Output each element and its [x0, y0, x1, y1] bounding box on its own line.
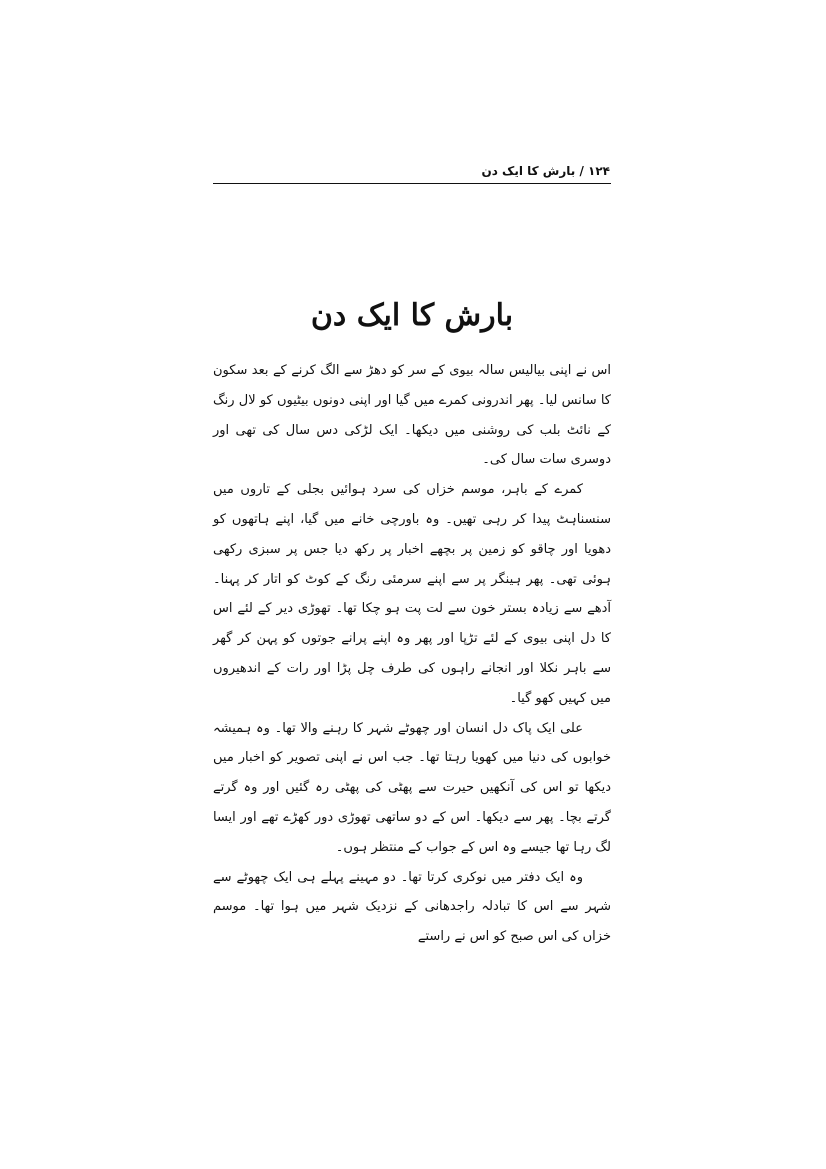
- header-rule: [213, 183, 611, 184]
- body-text: [213, 356, 611, 952]
- paragraph-2: کمرے کے باہر، موسم خزاں کی سرد ہوائیں بجلی کے تاروں میں سنسناہٹ پیدا کر رہی تھیں۔ وہ باورچی خانے میں گیا، اپنے ہاتھوں کو دھویا اور چاقو کو زمین پر بچھے اخبار پر رکھ دیا جس پر سبزی رکھی ہوئی تھی۔ پھر ہینگر پر سے اپنے سرمئی رنگ کے کوٹ کو اتار کر پہنا۔ آدھے سے زیادہ بستر خون سے لت پت ہو چکا تھا۔ تھوڑی دیر کے لئے اس کا دل اپنی بیوی کے لئے تڑپا اور پھر وہ اپنے پرانے جوتوں کو پہن کر گھر سے باہر نکلا اور انجانے راہوں کی طرف چل پڑا اور رات کے اندھیروں میں کہیں کھو گیا۔: [213, 482, 611, 706]
- chapter-title: بارش کا ایک دن: [310, 298, 514, 333]
- running-head: ۱۲۴ / بارش کا ایک دن: [481, 164, 610, 178]
- paragraph-1: اس نے اپنی بیالیس سالہ بیوی کے سر کو دھڑ سے الگ کرنے کے بعد سکون کا سانس لیا۔ پھر اندرونی کمرے میں گیا اور اپنی دونوں بیٹیوں کو لال رنگ کے نائٹ بلب کی روشنی میں دیکھا۔ ایک لڑکی دس سال کی تھی اور دوسری سات سال کی۔: [213, 363, 611, 468]
- paragraph-4: وہ ایک دفتر میں نوکری کرتا تھا۔ دو مہینے پہلے ہی ایک چھوٹے سے شہر سے اس کا تبادلہ راجدھانی کے نزدیک شہر میں ہوا تھا۔ موسم خزاں کی اس صبح کو اس نے راستے: [213, 869, 611, 945]
- paragraph-3: علی ایک پاک دل انسان اور چھوٹے شہر کا رہنے والا تھا۔ وہ ہمیشہ خوابوں کی دنیا میں کھویا رہتا تھا۔ جب اس نے اپنی تصویر کو اخبار میں دیکھا تو اس کی آنکھیں حیرت سے پھٹی کی پھٹی رہ گئیں اور وہ گرتے گرتے بچا۔ پھر سے دیکھا۔ اس کے دو ساتھی تھوڑی دور کھڑے تھے اور ایسا لگ رہا تھا جیسے وہ اس کے جواب کے منتظر ہوں۔: [213, 720, 611, 855]
